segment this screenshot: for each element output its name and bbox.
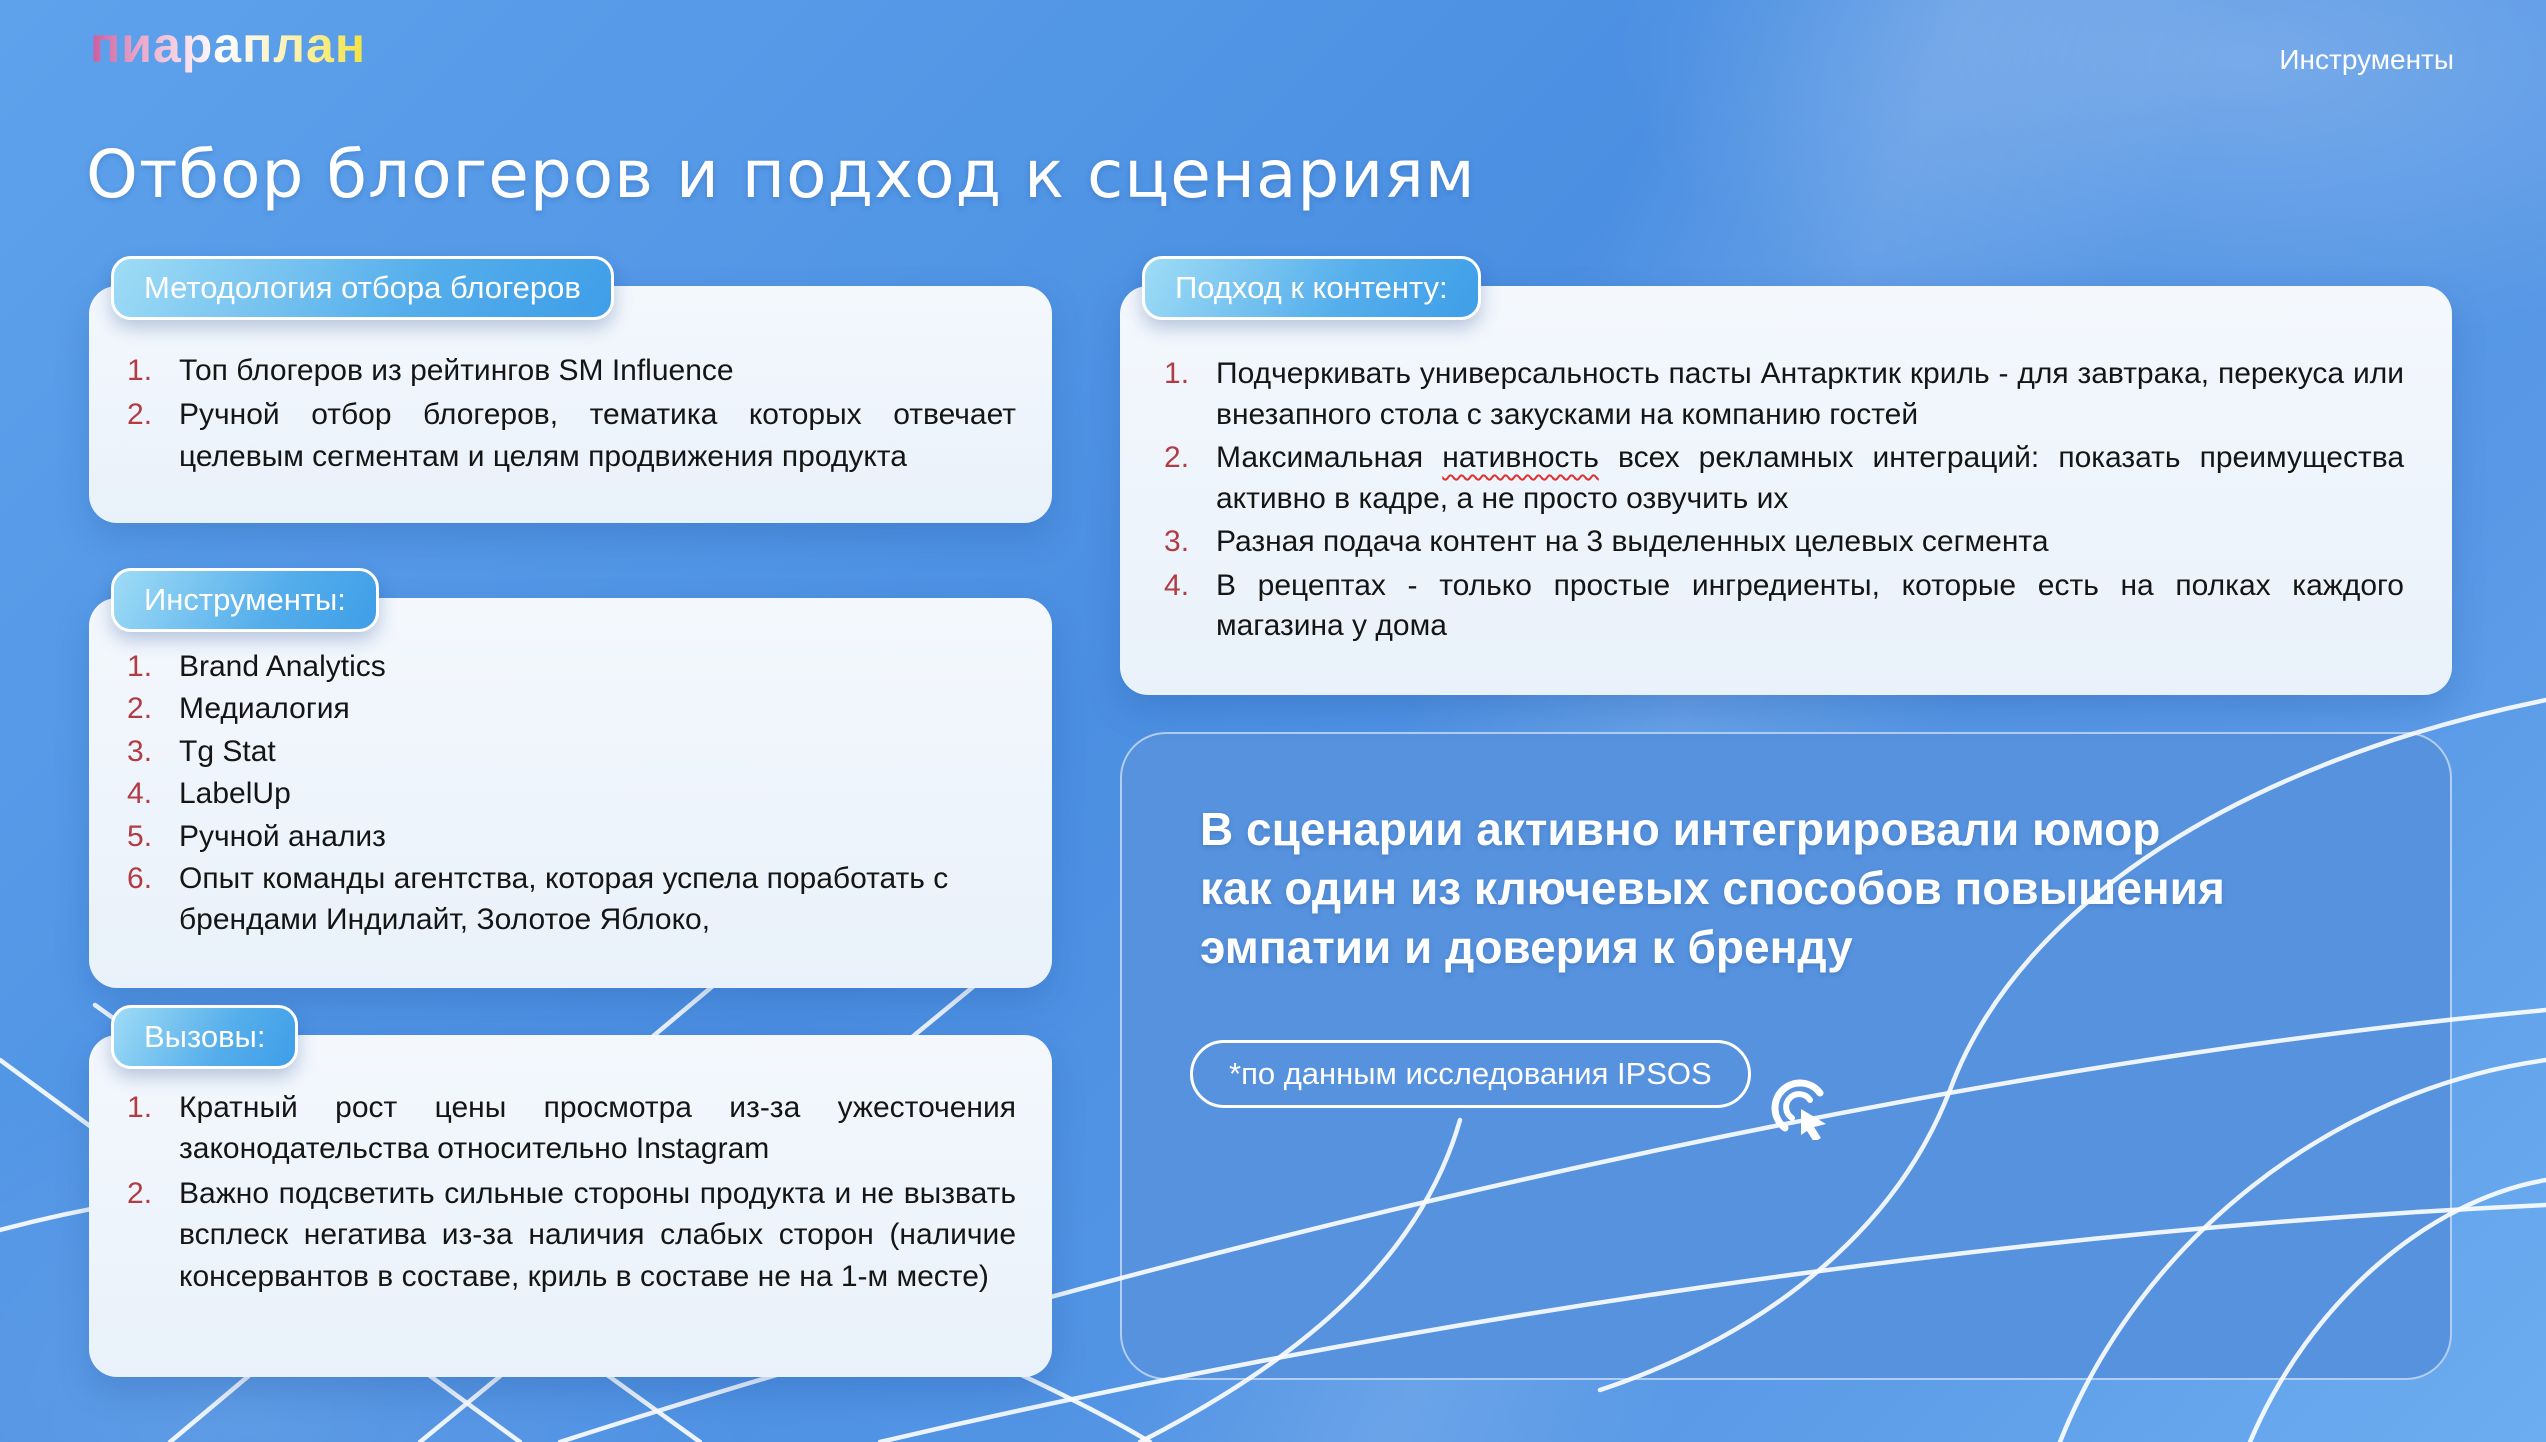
- tools-list: [89, 598, 1052, 941]
- list-item: Ручной анализ: [179, 819, 386, 853]
- list-item: Подчеркивать универсальность пасты Антарктик криль - для завтрака, перекуса или внезапного стола с закусками на компанию гостей: [1216, 357, 2404, 431]
- list-item: Разная подача контент на 3 выделенных целевых сегмента: [1216, 525, 2049, 558]
- tools-badge: Инструменты:: [111, 568, 379, 632]
- challenges-card: [89, 1019, 1052, 1377]
- list-item: Медиалогия: [179, 692, 350, 726]
- list-item: Опыт команды агентства, которая успела поработать с брендами Индилайт, Золотое Яблоко,: [179, 861, 949, 937]
- page-title: Отбор блогеров и подход к сценариям: [86, 136, 1476, 214]
- humor-line-2: как один из ключевых способов повышения: [1200, 861, 2225, 914]
- spellcheck-underlined-word: нативность: [1442, 441, 1599, 474]
- click-cursor-icon[interactable]: [1768, 1076, 1832, 1140]
- list-item: Важно подсветить сильные стороны продукта и не вызвать всплеск негатива из-за наличия слабых сторон (наличие консервантов в составе, криль в составе не на 1-м месте): [179, 1176, 1016, 1293]
- humor-insight-text: [1200, 800, 2225, 977]
- list-item-text: Максимальная: [1216, 441, 1443, 474]
- content-approach-list: [1120, 286, 2452, 647]
- tools-card: [89, 582, 1052, 988]
- humor-line-3: эмпатии и доверия к бренду: [1200, 920, 1853, 973]
- list-item: [1150, 438, 2404, 519]
- logo-piaraplan: пиараплан: [90, 17, 367, 73]
- content-approach-card: [1120, 270, 2452, 695]
- list-item: Топ блогеров из рейтингов SM Influence: [179, 354, 734, 387]
- list-item: Tg Stat: [179, 734, 276, 768]
- list-item: LabelUp: [179, 777, 291, 811]
- challenges-badge: Вызовы:: [111, 1005, 298, 1069]
- list-item: Brand Analytics: [179, 650, 386, 683]
- content-approach-badge: Подход к контенту:: [1142, 256, 1481, 320]
- methodology-badge: Методология отбора блогеров: [111, 256, 614, 320]
- challenges-list: [89, 1035, 1052, 1297]
- list-item: Кратный рост цены просмотра из-за ужесточения законодательства относительно Instagram: [179, 1091, 1016, 1166]
- humor-insight-card: [1120, 732, 2452, 1380]
- methodology-card: [89, 270, 1052, 523]
- nav-item-instrumenty[interactable]: Инструменты: [2279, 44, 2454, 75]
- ipsos-source-pill[interactable]: *по данным исследования IPSOS: [1190, 1040, 1751, 1108]
- humor-line-1: В сценарии активно интегрировали юмор: [1200, 803, 2161, 855]
- list-item-text: всех рекламных интеграций: показать преимущества активно в кадре, а не просто озвучить их: [1216, 441, 2405, 515]
- list-item: Ручной отбор блогеров, тематика которых отвечает целевым сегментам и целям продвижения продукта: [179, 398, 1016, 473]
- list-item: В рецептах - только простые ингредиенты, которые есть на полках каждого магазина у дома: [1216, 568, 2404, 642]
